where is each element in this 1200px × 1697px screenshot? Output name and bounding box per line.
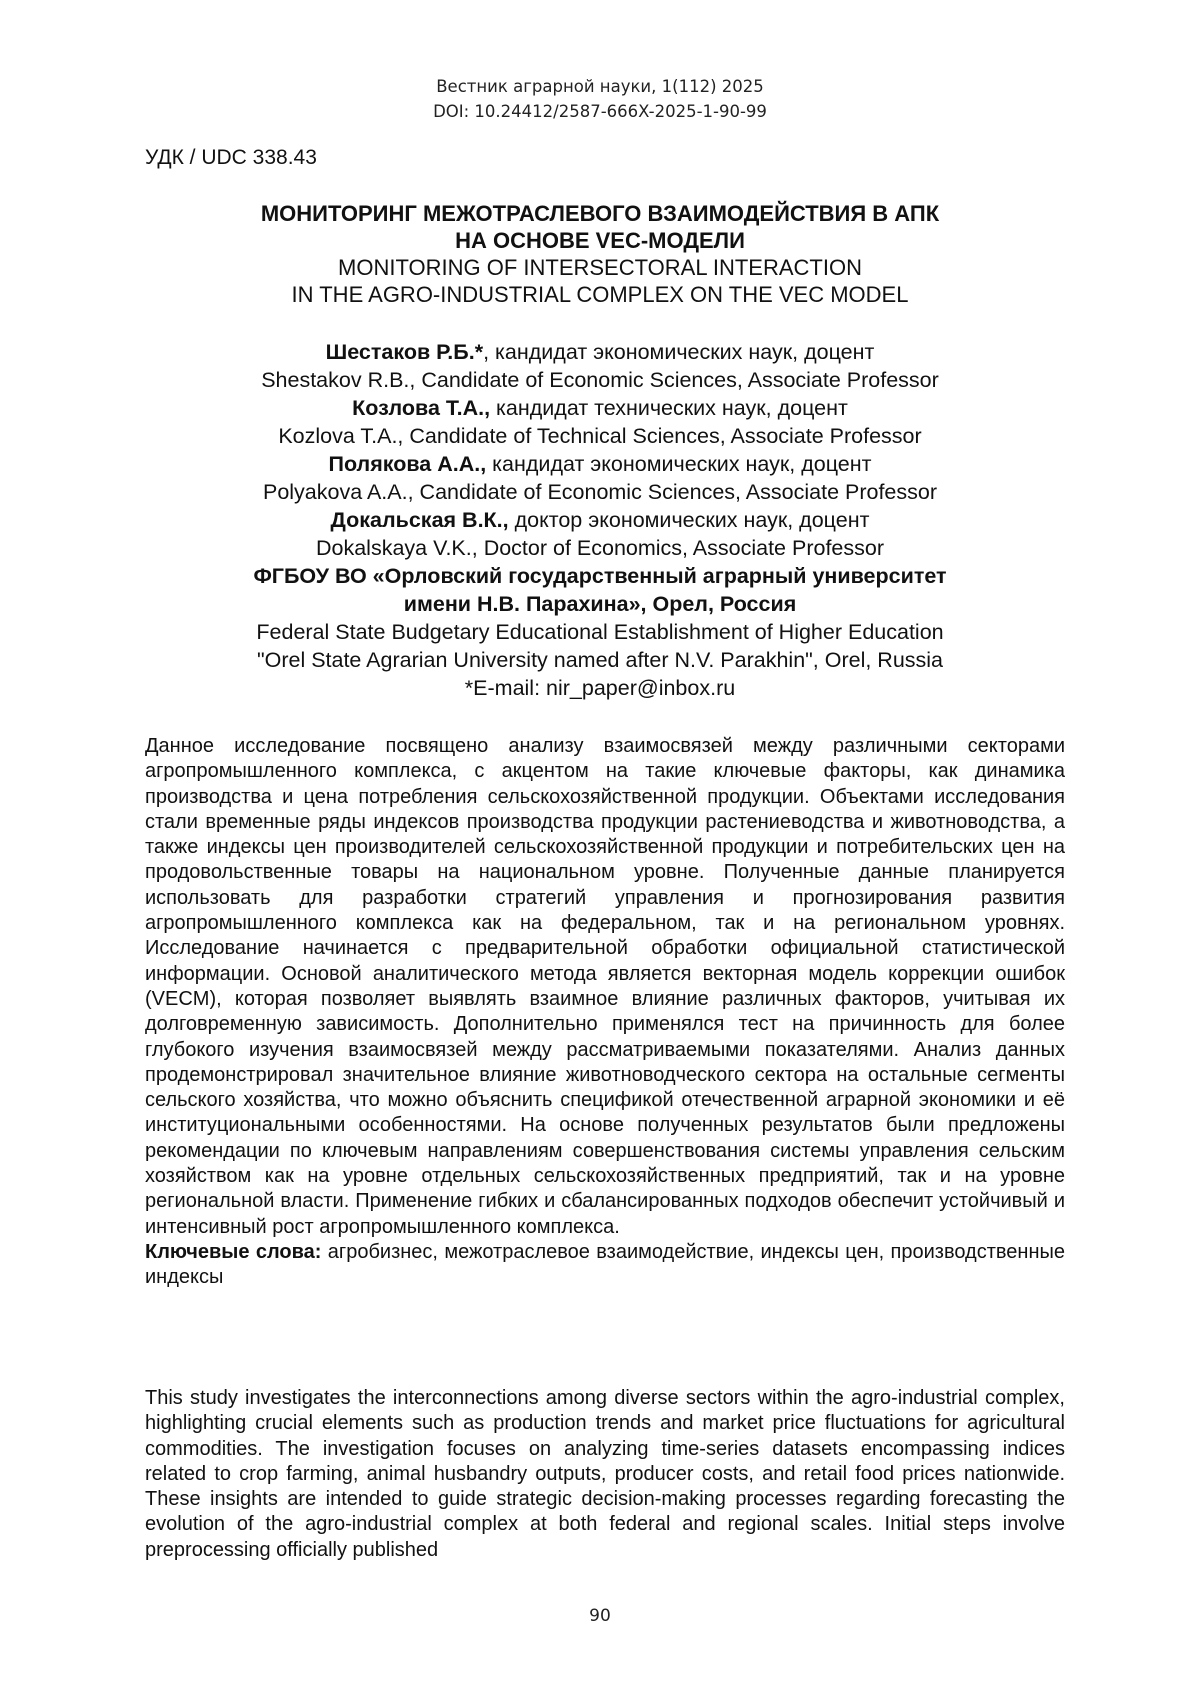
author-ru [100, 394, 1100, 422]
article-title [100, 200, 1100, 308]
affiliation-ru-line-1 [100, 562, 1100, 590]
title-en-line-1: MONITORING OF INTERSECTORAL INTERACTION [338, 255, 862, 280]
author-degree: доктор экономических наук, доцент [508, 508, 870, 532]
keywords-label: Ключевые слова: [145, 1240, 322, 1263]
author-en: Shestakov R.B., Candidate of Economic Sciences, Associate Professor [261, 368, 939, 392]
author-ru [100, 338, 1100, 366]
keywords-ru [145, 1240, 1065, 1291]
author-degree: кандидат экономических наук, доцент [486, 452, 872, 476]
abstract-en [145, 1386, 1065, 1563]
email-link[interactable]: *E-mail: nir_paper@inbox.ru [464, 676, 736, 700]
affiliation-ru-text-1: ФГБОУ ВО «Орловский государственный аграрный университет [253, 564, 947, 588]
affiliation-ru-line-2 [100, 590, 1100, 618]
page-number: 90 [589, 1606, 611, 1626]
authors-block [100, 338, 1100, 702]
journal-citation: Вестник аграрной науки, 1(112) 2025 [436, 77, 764, 96]
abstract-ru [145, 734, 1065, 1291]
author-degree: , кандидат экономических наук, доцент [483, 340, 875, 364]
doi: DOI: 10.24412/2587-666X-2025-1-90-99 [433, 102, 767, 121]
keywords-text: агробизнес, межотраслевое взаимодействие, индексы цен, производственные индексы [145, 1240, 1065, 1289]
author-ru [100, 450, 1100, 478]
udc-code: УДК / UDC 338.43 [145, 146, 317, 169]
title-ru-line-1: МОНИТОРИНГ МЕЖОТРАСЛЕВОГО ВЗАИМОДЕЙСТВИЯ В АПК [260, 201, 940, 226]
author-name: Козлова Т.А., [352, 396, 491, 420]
author-degree: кандидат технических наук, доцент [490, 396, 848, 420]
author-en: Dokalskaya V.K., Doctor of Economics, Associate Professor [315, 536, 884, 560]
affiliation-ru-text-2: имени Н.В. Парахина», Орел, Россия [403, 592, 797, 616]
author-en: Kozlova T.A., Candidate of Technical Sciences, Associate Professor [278, 424, 922, 448]
title-ru-line-2: НА ОСНОВЕ VEC-МОДЕЛИ [455, 228, 745, 253]
running-head [0, 74, 1200, 124]
author-name: Шестаков Р.Б.* [325, 340, 484, 364]
title-en-line-2: IN THE AGRO-INDUSTRIAL COMPLEX ON THE VEC MODEL [291, 282, 909, 307]
abstract-ru-text: Данное исследование посвящено анализу взаимосвязей между различными секторами агропромышленного комплекса, с акцентом на такие ключевые факторы, как динамика производства и цена потребления сельскохозяйственной продукции. Объектами исследования стали временные ряды индексов производства продукции растениеводства и животноводства, а также индексы цен производителей сельскохозяйственной продукции и потребительских цен на продовольственные товары на национальном уровне. Полученные данные планируется использовать для разработки стратегий управления и прогнозирования развития агропромышленного комплекса как на федеральном, так и на региональном уровнях. Исследование начинается с предварительной обработки официальной статистической информации. Основой аналитического метода является векторная модель коррекции ошибок (VECM), которая позволяет выявлять взаимное влияние различных факторов, учитывая их долговременную зависимость. Дополнительно применялся тест на причинность для более глубокого изучения взаимосвязей между рассматриваемыми показателями. Анализ данных продемонстрировал значительное влияние животноводческого сектора на остальные сегменты сельского хозяйства, что можно объяснить спецификой отечественной аграрной экономики и её институциональными особенностями. На основе полученных результатов были предложены рекомендации по ключевым направлениям совершенствования системы управления сельским хозяйством как на уровне отдельных сельскохозяйственных предприятий, так и на уровне региональной власти. Применение гибких и сбалансированных подходов обеспечит устойчивый и интенсивный рост агропромышленного комплекса. [145, 735, 1065, 1238]
author-ru [100, 506, 1100, 534]
author-en: Polyakova A.A., Candidate of Economic Sciences, Associate Professor [262, 480, 938, 504]
author-name: Докальская В.К., [330, 508, 509, 532]
affiliation-en-line-1: Federal State Budgetary Educational Establishment of Higher Education [256, 620, 944, 644]
abstract-en-text: This study investigates the interconnections among diverse sectors within the agro-industrial complex, highlighting crucial elements such as production trends and market price fluctuations for agricultural commodities. The investigation focuses on analyzing time-series datasets encompassing indices related to crop farming, animal husbandry outputs, producer costs, and retail food prices nationwide. These insights are intended to guide strategic decision-making processes regarding forecasting the evolution of the agro-industrial complex at both federal and regional scales. Initial steps involve preprocessing officially published [145, 1387, 1065, 1561]
affiliation-en-line-2: "Orel State Agrarian University named after N.V. Parakhin", Orel, Russia [256, 648, 944, 672]
author-name: Полякова А.А., [328, 452, 487, 476]
